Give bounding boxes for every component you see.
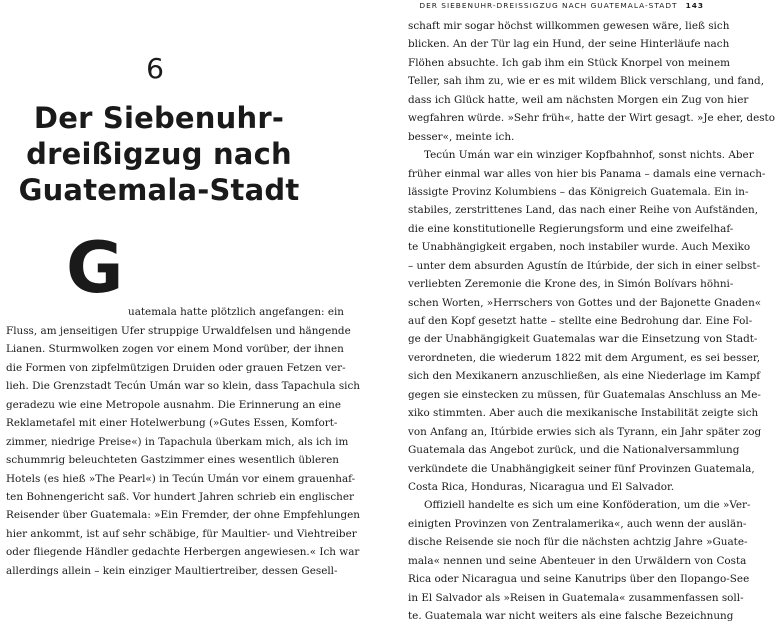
- text-line: verordneten, die wiederum 1822 mit dem Argument, es sei besser,: [408, 351, 761, 364]
- text-line: Teller, sah ihm zu, wie er es mit wildem Blick verschlang, und fand,: [408, 75, 765, 88]
- drop-cap: G: [66, 227, 124, 309]
- text-line: verliebten Zeremonie die Krone des, in Simón Bolívars höhni-: [408, 278, 734, 291]
- text-line: zimmer, niedrige Preise«) in Tapachula überkam mich, als ich im: [6, 435, 349, 448]
- text-line: hier ankommt, ist auf sehr schäbige, für Maultier- und Viehtreiber: [6, 527, 357, 540]
- text-line: sich den Mexikanern anzuschließen, als eine Niederlage im Kampf: [408, 370, 761, 383]
- running-head: [419, 0, 704, 12]
- text-line: Reisender über Guatemala: »Ein Fremder, der ohne Empfehlungen: [6, 509, 360, 522]
- text-line: Hotels (es hieß »The Pearl«) in Tecún Umán vor einem grauenhaf-: [6, 472, 356, 485]
- text-line: allerdings allein – kein einziger Maultiertreiber, dessen Gesell-: [6, 564, 338, 577]
- right-page: [360, 0, 775, 622]
- text-line: in El Salvador als »Reisen in Guatemala« zusammenfassen soll-: [408, 591, 744, 604]
- chapter-title-line: Der Siebenuhr-: [33, 101, 285, 135]
- text-line: Reklametafel mit einer Hotelwerbung (»Gutes Essen, Komfort-: [6, 417, 338, 430]
- first-line-block: [128, 303, 344, 321]
- text-line: xiko stimmten. Aber auch die mexikanische Instabilität zeigte sich: [408, 407, 759, 420]
- chapter-title: [4, 100, 314, 208]
- text-line: – unter dem absurden Agustín de Itúrbide, der sich in einer selbst-: [408, 259, 761, 272]
- text-line: Offiziell handelte es sich um eine Konföderation, um die »Ver-: [424, 499, 751, 512]
- text-line: gegen sie einstecken zu müssen, für Guatemalas Anschluss an Me-: [408, 388, 761, 401]
- text-line: auf den Kopf gesetzt hatte – stellte eine Bedrohung dar. Eine Fol-: [408, 315, 753, 327]
- text-line: ge der Unabhängigkeit Guatemalas war die Einsetzung von Stadt-: [408, 333, 758, 346]
- right-body-text: [408, 17, 775, 625]
- text-line: Costa Rica, Honduras, Nicaragua und El Salvador.: [408, 480, 675, 493]
- text-line: geradezu wie eine Metropole ausnahm. Die Erinnerung an eine: [6, 398, 341, 411]
- text-line: blicken. An der Tür lag ein Hund, der seine Hinterläufe nach: [408, 38, 730, 51]
- text-line: Tecún Umán war ein winziger Kopfbahnhof, sonst nichts. Aber: [424, 149, 754, 162]
- text-line: lässigte Provinz Kolumbiens – das Königreich Guatemala. Ein in-: [408, 185, 749, 198]
- text-line: einigten Provinzen von Zentralamerika«, auch wenn der auslän-: [408, 517, 747, 530]
- chapter-title-line: Guatemala-Stadt: [18, 173, 300, 207]
- text-line: Lianen. Sturmwolken zogen vor einem Mond vorüber, der ihnen: [6, 343, 344, 356]
- text-line: Flöhen absuchte. Ich gab ihm ein Stück Knorpel von meinem: [408, 56, 730, 69]
- text-line: uatemala hatte plötzlich angefangen: ein: [128, 306, 344, 318]
- text-line: ten Bohnengericht saß. Vor hundert Jahren schrieb ein englischer: [6, 490, 354, 503]
- text-line: Guatemala das Angebot zurück, und die Nationalversammlung: [408, 444, 740, 457]
- text-line: besser«, meinte ich.: [408, 130, 515, 143]
- chapter-number: 6: [146, 52, 164, 85]
- text-line: schaft mir sogar höchst willkommen gewesen wäre, ließ sich: [408, 20, 730, 32]
- text-line: Fluss, am jenseitigen Ufer struppige Urwaldfelsen und hängende: [6, 325, 351, 337]
- text-line: lieh. Die Grenzstadt Tecún Umán war so klein, dass Tapachula sich: [6, 380, 361, 393]
- text-line: schen Worten, »Herrschers von Gottes und der Bajonette Gnaden«: [408, 296, 762, 309]
- text-line: te. Guatemala war nicht weiters als eine falsche Bezeichnung: [408, 610, 734, 622]
- chapter-title-line: dreißigzug nach: [26, 137, 292, 171]
- text-line: dische Reisende sie noch für die nächsten achtzig Jahre »Guate-: [408, 536, 748, 549]
- text-line: mala« nennen und seine Abenteuer in den Urwäldern von Costa: [408, 554, 747, 567]
- text-line: die eine konstitutionelle Regierungsform und eine zweifelhaf-: [408, 222, 734, 235]
- text-line: verkündete die Unabhängigkeit seiner fünf Provinzen Guatemala,: [408, 462, 755, 475]
- text-line: die Formen von zipfelmützigen Druiden oder grauen Fetzen ver-: [6, 361, 346, 374]
- text-line: dass ich Glück hatte, weil am nächsten Morgen ein Zug von hier: [408, 93, 749, 106]
- left-page: [0, 0, 361, 577]
- text-line: te Unabhängigkeit ergaben, noch instabiler wurde. Auch Mexiko: [408, 241, 751, 254]
- text-line: wegfahren würde. »Sehr früh«, hatte der Wirt gesagt. »Je eher, desto: [408, 112, 775, 125]
- text-line: von Anfang an, Itúrbide erwies sich als Tyrann, ein Jahr später zog: [408, 425, 762, 438]
- text-line: früher einmal war alles von hier bis Panama – damals eine vernach-: [408, 167, 766, 180]
- text-line: Rica oder Nicaragua und seine Kanutrips über den Ilopango-See: [408, 573, 750, 586]
- text-line: stabiles, zerstrittenes Land, das nach einer Reihe von Aufständen,: [408, 204, 759, 217]
- text-line: schummrig beleuchteten Gastzimmer eines wesentlich übleren: [6, 454, 339, 467]
- page-number: 143: [685, 1, 704, 10]
- text-line: oder fliegende Händler gedachte Herbergen angewiesen.« Ich war: [6, 546, 360, 559]
- running-head-title: DER SIEBENUHR-DREISSIGZUG NACH GUATEMALA-STADT: [419, 1, 678, 10]
- left-body-text: [6, 322, 361, 580]
